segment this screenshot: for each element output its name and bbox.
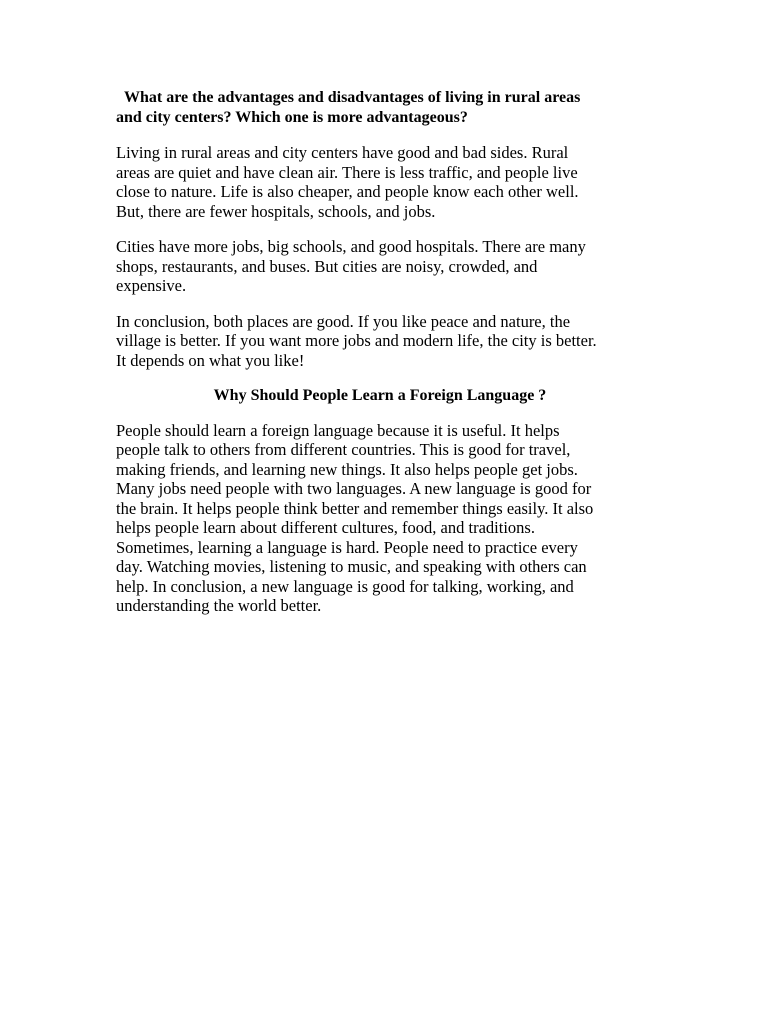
essay1-title xyxy=(116,88,646,127)
text-line: the brain. It helps people think better and remember things easily. It also xyxy=(116,498,594,518)
text-line: village is better. If you want more jobs and modern life, the city is better. xyxy=(116,331,597,350)
text-line: help. In conclusion, a new language is good for talking, working, and xyxy=(116,576,574,596)
text-line: expensive. xyxy=(116,276,187,295)
text-line: shops, restaurants, and buses. But cities are noisy, crowded, and xyxy=(116,256,538,276)
essay2-paragraph xyxy=(116,421,646,616)
essay1-paragraph-2 xyxy=(116,237,646,296)
text-line: Cities have more jobs, big schools, and good hospitals. There are many xyxy=(116,237,586,256)
essay1-paragraph-1 xyxy=(116,143,646,221)
text-line: making friends, and learning new things. It also helps people get jobs. xyxy=(116,459,578,479)
text-line: Many jobs need people with two languages. A new language is good for xyxy=(116,479,592,498)
text-line: day. Watching movies, listening to music, and speaking with others can xyxy=(116,557,587,576)
text-line: close to nature. Life is also cheaper, and people know each other well. xyxy=(116,182,579,201)
text-line: People should learn a foreign language because it is useful. It helps xyxy=(116,420,560,440)
text-line: Sometimes, learning a language is hard. People need to practice every xyxy=(116,537,578,557)
text-line: In conclusion, both places are good. If you like peace and nature, the xyxy=(116,311,571,331)
essay1-title-line1: What are the advantages and disadvantages of living in rural areas xyxy=(124,89,581,106)
text-line: But, there are fewer hospitals, schools, and jobs. xyxy=(116,201,436,221)
text-line: areas are quiet and have clean air. There is less traffic, and people live xyxy=(116,162,578,182)
essay1-paragraph-3 xyxy=(116,312,646,371)
text-line: helps people learn about different cultures, food, and traditions. xyxy=(116,518,535,537)
text-line: understanding the world better. xyxy=(116,596,322,615)
essay1-title-line2: and city centers? Which one is more advantageous? xyxy=(116,108,468,126)
document-page xyxy=(116,88,646,632)
text-line: Living in rural areas and city centers have good and bad sides. Rural xyxy=(116,143,569,162)
text-line: It depends on what you like! xyxy=(116,350,305,370)
text-line: people talk to others from different countries. This is good for travel, xyxy=(116,440,571,459)
essay2-title: Why Should People Learn a Foreign Language ? xyxy=(213,387,547,404)
